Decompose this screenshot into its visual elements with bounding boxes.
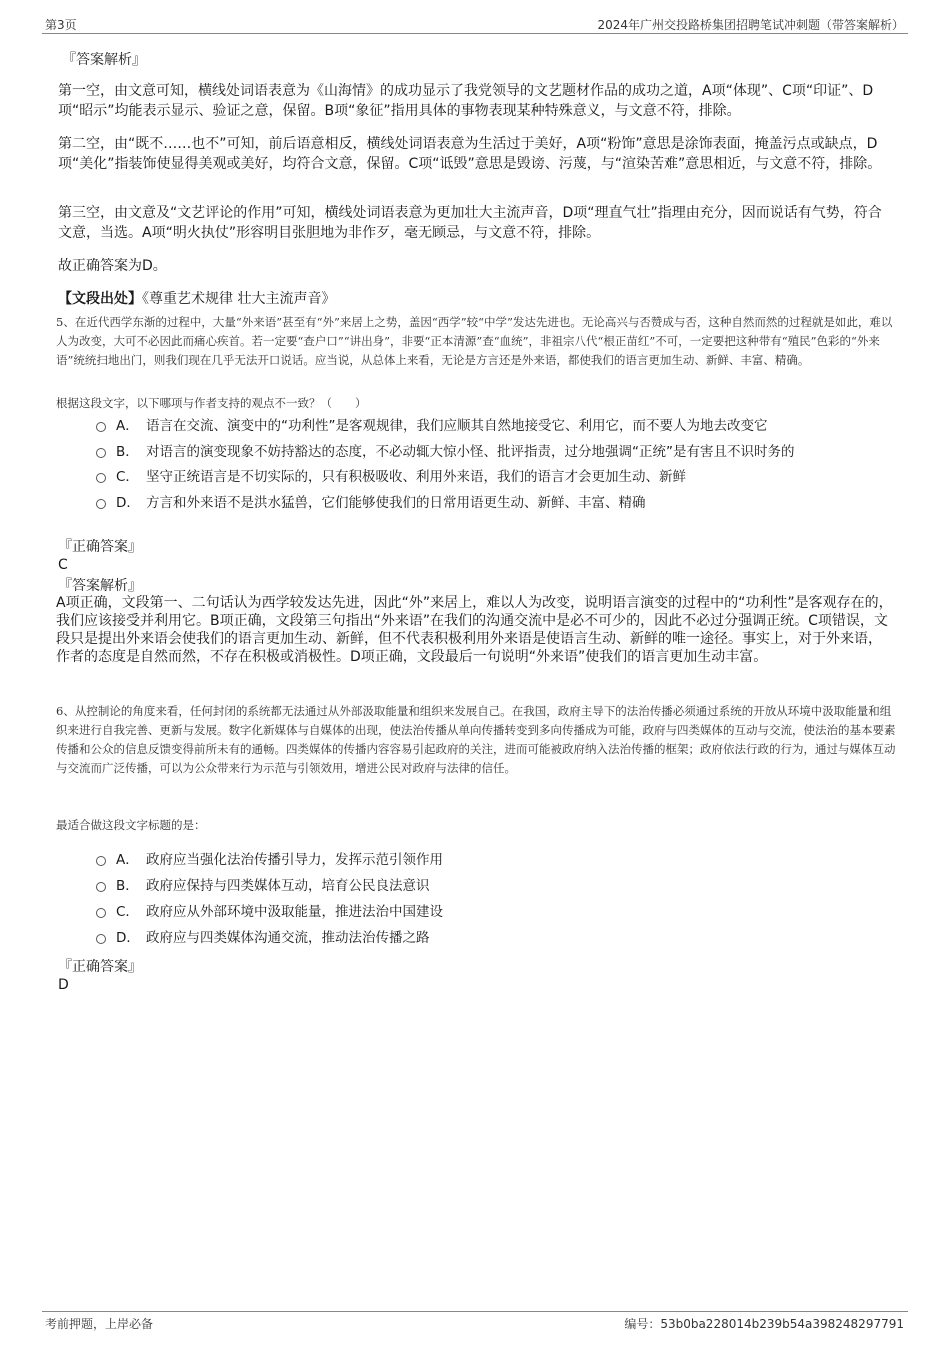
q4-analysis-label: 『答案解析』 <box>62 52 146 68</box>
q5-stem: 5、在近代西学东渐的过程中，大量“外来语”甚至有“外”来居上之势，盖因“西学”较“中学”发达先进也。无论高兴与否赞成与否，这种自然而然的过程就是如此，难以人为改变，大可不必因此而痛心疾首。若一定要“查户口”“讲出身”，非要“正本清源”查“血统”，非祖宗八代“根正苗红”不可，一定要把这种带有“殖民”色彩的“外来语”统统扫地出门，则我们现在几乎无法开口说话。应当说，从总体上来看，无论是方言还是外来语，都使我们的语言更加生动、新鲜、丰富、精确。 <box>56 315 893 367</box>
q5-option-c[interactable]: C． 坚守正统语言是不切实际的，只有积极吸收、利用外来语，我们的语言才会更加生动、新鲜 <box>96 468 686 486</box>
page-number: 第3页 <box>45 18 77 32</box>
footer-serial: 编号：53b0ba228014b239b54a398248297791 <box>624 1317 904 1331</box>
radio-icon[interactable] <box>96 473 106 483</box>
header-divider <box>42 33 908 34</box>
radio-icon[interactable] <box>96 856 106 866</box>
q4-analysis-para-1: 第一空，由文意可知，横线处词语表意为《山海情》的成功显示了我党领导的文艺题材作品的成功之道，A项“体现”、C项“印证”、D项“昭示”均能表示显示、验证之意，保留。B项“象征”指用具体的事物表现某种特殊意义，与文意不符，排除。 <box>58 83 874 119</box>
q4-source-label: 【文段出处】 <box>58 291 142 307</box>
q6-option-b[interactable]: B． 政府应保持与四类媒体互动，培育公民良法意识 <box>96 877 430 895</box>
q5-option-d[interactable]: D． 方言和外来语不是洪水猛兽，它们能够使我们的日常用语更生动、新鲜、丰富、精确 <box>96 494 646 512</box>
q6-stem: 6、从控制论的角度来看，任何封闭的系统都无法通过从外部汲取能量和组织来发展自己。在我国，政府主导下的法治传播必须通过系统的开放从环境中汲取能量和组织来进行自我完善、更新与发展。数字化新媒体与自媒体的出现，使法治传播从单向传播转变到多向传播成为可能，政府与四类媒体的互动与交流，使法治的基本要素传播和公众的信息反馈变得前所未有的通畅。四类媒体的传播内容容易引起政府的关注，进而可能被政府纳入法治传播的框架；政府依法行政的行为，通过与媒体互动与交流而广泛传播，可以为公众带来行为示范与引领效用，增进公民对政府与法律的信任。 <box>56 704 896 775</box>
q6-answer: D <box>58 977 69 993</box>
q5-analysis-label: 『答案解析』 <box>58 578 142 594</box>
q4-source-text: 《尊重艺术规律 壮大主流声音》 <box>142 291 336 307</box>
q4-source <box>58 289 335 309</box>
radio-icon[interactable] <box>96 499 106 509</box>
q6-answer-label: 『正确答案』 <box>58 959 142 975</box>
q5-analysis: A项正确，文段第一、二句话认为西学较发达先进，因此“外”来居上，难以人为改变，说明语言演变的过程中的“功利性”是客观存在的，我们应该接受并利用它。B项正确，文段第三句指出“外来语”在我们的沟通交流中是必不可少的，因此不必过分强调正统。C项错误，文段只是提出外来语会使我们的语言更加生动、新鲜，但不代表积极利用外来语是使语言生动、新鲜的唯一途径。事实上，对于外来语，作者的态度是自然而然，不存在积极或消极性。D项正确，文段最后一句说明“外来语”使我们的语言更加生动丰富。 <box>56 595 893 665</box>
q5-option-a[interactable]: A． 语言在交流、演变中的“功利性”是客观规律，我们应顺其自然地接受它、利用它，而不要人为地去改变它 <box>96 417 768 435</box>
q4-analysis-para-3: 第三空，由文意及“文艺评论的作用”可知，横线处词语表意为更加壮大主流声音，D项“理直气壮”指理由充分，因而说话有气势，符合文意，当选。A项“明火执仗”形容明目张胆地为非作歹，毫无顾忌，与文意不符，排除。 <box>58 205 882 241</box>
q5-question: 根据这段文字，以下哪项与作者支持的观点不一致？（ ） <box>56 396 367 410</box>
q5-answer-label: 『正确答案』 <box>58 539 142 555</box>
footer-divider <box>42 1311 908 1312</box>
footer-slogan: 考前押题，上岸必备 <box>45 1317 154 1331</box>
radio-icon[interactable] <box>96 422 106 432</box>
q6-question: 最适合做这段文字标题的是： <box>56 818 206 832</box>
document-title: 2024年广州交投路桥集团招聘笔试冲刺题（带答案解析） <box>597 18 904 32</box>
q6-option-a[interactable]: A． 政府应当强化法治传播引导力，发挥示范引领作用 <box>96 851 443 869</box>
q4-analysis-para-2: 第二空，由“既不……也不”可知，前后语意相反，横线处词语表意为生活过于美好，A项“粉饰”意思是涂饰表面，掩盖污点或缺点，D项“美化”指装饰使显得美观或美好，均符合文意，保留。C项“诋毁”意思是毁谤、污蔑，与“渲染苦难”意思相近，与文意不符，排除。 <box>58 136 882 172</box>
radio-icon[interactable] <box>96 448 106 458</box>
q5-option-b[interactable]: B． 对语言的演变现象不妨持豁达的态度，不必动辄大惊小怪、批评指责，过分地强调“正统”是有害且不识时务的 <box>96 443 795 461</box>
radio-icon[interactable] <box>96 908 106 918</box>
radio-icon[interactable] <box>96 882 106 892</box>
radio-icon[interactable] <box>96 934 106 944</box>
q5-answer: C <box>58 557 68 573</box>
q4-conclusion: 故正确答案为D。 <box>58 258 167 274</box>
q6-option-d[interactable]: D． 政府应与四类媒体沟通交流，推动法治传播之路 <box>96 929 430 947</box>
q6-option-c[interactable]: C． 政府应从外部环境中汲取能量，推进法治中国建设 <box>96 903 443 921</box>
